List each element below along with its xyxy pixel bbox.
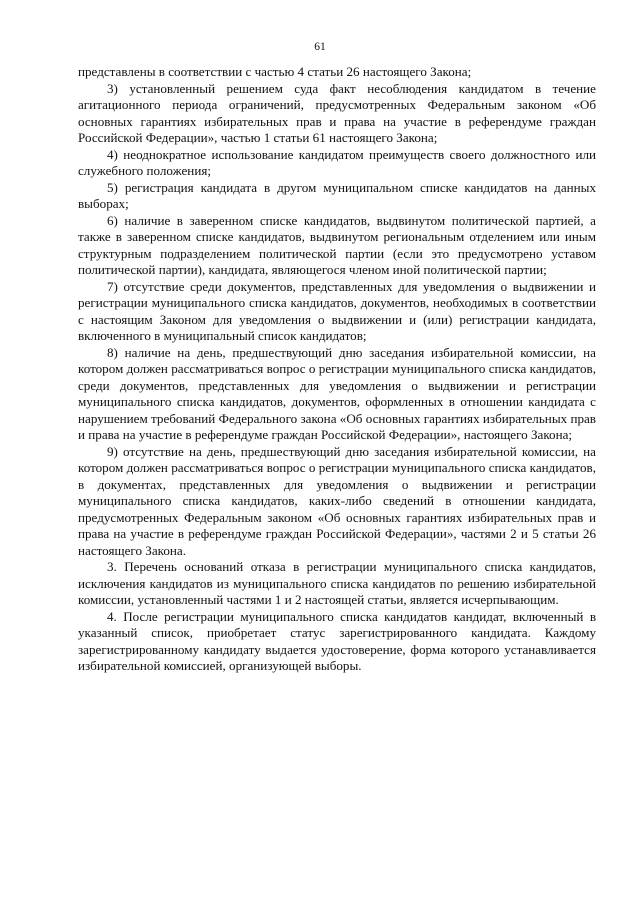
paragraph-item-7: 7) отсутствие среди документов, представленных для уведомления о выдвижении и регистрации муниципального списка кандидатов, документов, необходимых в соответствии с настоящим Законом для уведомления о выдвижении и (или) регистрации кандидата, включенного в муниципальный список кандидатов; [78, 278, 596, 343]
paragraph-item-8: 8) наличие на день, предшествующий дню заседания избирательной комиссии, на котором должен рассматриваться вопрос о регистрации муниципального списка кандидатов, среди документов, представленных для уведомления о выдвижении и регистрации муниципального списка кандидатов, документов, оформленных в отношении кандидата с нарушением требований Федерального закона «Об основных гарантиях избирательных прав и права на участие в референдуме граждан Российской Федерации», настоящего Закона; [78, 344, 596, 442]
paragraph-continuation: представлены в соответствии с частью 4 статьи 26 настоящего Закона; [78, 64, 472, 79]
page-number: 61 [314, 41, 326, 53]
paragraph-item-9: 9) отсутствие на день, предшествующий дню заседания избирательной комиссии, на котором должен рассматриваться вопрос о регистрации муниципального списка кандидатов, в документах, представленных для уведомления о выдвижении и регистрации муниципального списка кандидатов, каких-либо сведений в отношении кандидата, предусмотренных Федеральным законом «Об основных гарантиях избирательных прав и права на участие в референдуме граждан Российской Федерации», частями 2 и 5 статьи 26 настоящего Закона. [78, 443, 596, 558]
paragraph-item-3: 3) установленный решением суда факт несоблюдения кандидатом в течение агитационного периода ограничений, предусмотренных Федеральным законом «Об основных гарантиях избирательных прав и права на участие в референдуме граждан Российской Федерации», частью 1 статьи 61 настоящего Закона; [78, 80, 596, 145]
paragraph-section-3: 3. Перечень оснований отказа в регистрации муниципального списка кандидатов, исключения кандидатов из муниципального списка кандидатов по решению избирательной комиссии, установленный частями 1 и 2 настоящей статьи, является исчерпывающим. [78, 559, 596, 607]
paragraph-section-4: 4. После регистрации муниципального списка кандидатов кандидат, включенный в указанный список, приобретает статус зарегистрированного кандидата. Каждому зарегистрированному кандидату выдается удостоверение, форма которого устанавливается избирательной комиссией, организующей выборы. [78, 608, 596, 673]
page-body [78, 64, 596, 675]
paragraph-item-6: 6) наличие в заверенном списке кандидатов, выдвинутом политической партией, а также в заверенном списке кандидатов, выдвинутом региональным отделением или иным структурным подразделением политической партии (если это предусмотрено уставом политической партии), кандидата, являющегося членом иной политической партии; [78, 212, 596, 277]
paragraph-item-4: 4) неоднократное использование кандидатом преимуществ своего должностного или служебного положения; [78, 146, 596, 178]
paragraph-item-5: 5) регистрация кандидата в другом муниципальном списке кандидатов на данных выборах; [78, 179, 596, 211]
